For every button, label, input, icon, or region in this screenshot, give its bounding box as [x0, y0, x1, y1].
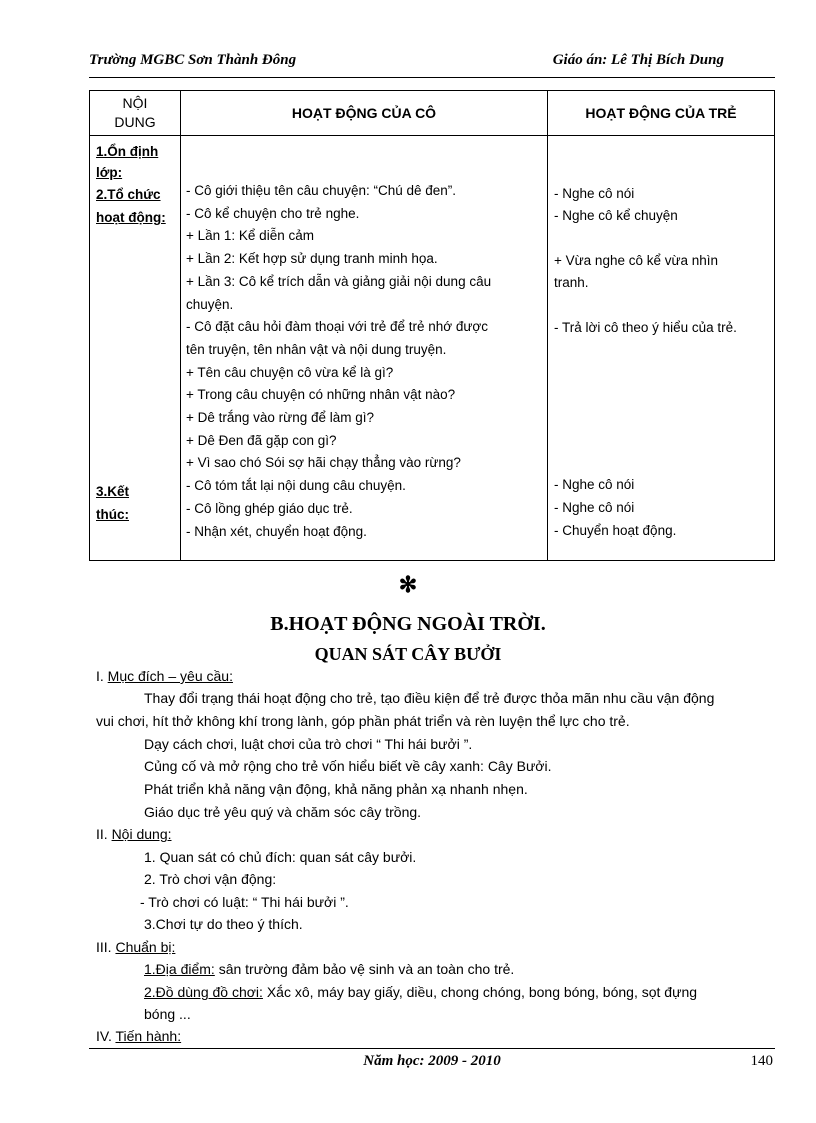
table-header-row: [90, 91, 775, 136]
content-line: - Trò chơi có luật: “ Thi hái bưởi ”.: [140, 894, 349, 910]
school-year: Năm học: 2009 - 2010: [363, 1053, 501, 1069]
paragraph: Thay đổi trạng thái hoạt động cho trẻ, tạo điều kiện để trẻ được thỏa mãn nhu cầu vận động: [144, 690, 715, 706]
paragraph: Củng cố và mở rộng cho trẻ vốn hiểu biết về cây xanh: Cây Bưởi.: [144, 758, 552, 774]
section-1-label-a: 1.Ổn định: [96, 144, 159, 159]
paragraph: Giáo dục trẻ yêu quý và chăm sóc cây trồng.: [144, 804, 422, 820]
teacher-line: - Nhận xét, chuyển hoạt động.: [186, 523, 367, 539]
heading-preparation: III. Chuẩn bị:: [96, 939, 176, 955]
header-child-activity: HOẠT ĐỘNG CỦA TRẺ: [548, 91, 775, 136]
teacher-line: - Cô giới thiệu tên câu chuyện: “Chú dê đen”.: [186, 183, 457, 198]
teacher-line: + Trong câu chuyện có những nhân vật nào?: [186, 387, 456, 403]
content-column: [90, 136, 181, 561]
section-2-label-b: hoạt động:: [96, 210, 166, 225]
teacher-line: chuyện.: [186, 296, 234, 312]
child-item: - Nghe cô nói: [554, 500, 635, 515]
header-content-line1: NỘI: [122, 95, 148, 111]
paragraph: vui chơi, hít thở không khí trong lành, góp phần phát triển và rèn luyện thể lực cho trẻ.: [96, 713, 630, 729]
preparation-materials-cont: bóng ...: [144, 1006, 191, 1022]
teacher-line: + Dê Đen đã gặp con gì?: [186, 432, 337, 448]
content-line: 3.Chơi tự do theo ý thích.: [144, 916, 303, 932]
teacher-activity-column: [181, 136, 548, 561]
teacher-line: - Cô kể chuyện cho trẻ nghe.: [186, 205, 360, 221]
teacher-name: Giáo án: Lê Thị Bích Dung: [552, 52, 724, 68]
preparation-location: 1.Địa điểm: sân trường đảm bảo vệ sinh và an toàn cho trẻ.: [144, 961, 515, 977]
teacher-line: + Tên câu chuyện cô vừa kể là gì?: [186, 364, 394, 380]
teacher-line: - Cô lồng ghép giáo dục trẻ.: [186, 500, 353, 516]
child-item: - Nghe cô kể chuyện: [554, 208, 678, 223]
child-activity-column: [548, 136, 775, 561]
heading-purpose: I. Mục đích – yêu cầu:: [96, 668, 233, 684]
teacher-line: + Lần 1: Kể diễn cảm: [186, 228, 314, 244]
teacher-line: + Lần 3: Cô kể trích dẫn và giảng giải nội dung câu: [186, 273, 492, 289]
header-divider: [89, 77, 775, 78]
heading-content: II. Nội dung:: [96, 826, 172, 842]
page-number: 140: [750, 1053, 773, 1069]
lesson-plan-table: [89, 90, 775, 561]
child-item: tranh.: [554, 275, 589, 290]
teacher-line: tên truyện, tên nhân vật và nội dung truyện.: [186, 341, 447, 357]
teacher-line: + Lần 2: Kết hợp sử dụng tranh minh họa.: [186, 251, 438, 267]
teacher-line: + Dê trắng vào rừng để làm gì?: [186, 410, 375, 426]
section-1-label-b: lớp:: [96, 165, 123, 180]
preparation-materials: 2.Đồ dùng đồ chơi: Xắc xô, máy bay giấy, diều, chong chóng, bong bóng, bóng, sọt đựng: [144, 984, 698, 1000]
footer-divider: [89, 1048, 775, 1049]
child-item: - Nghe cô nói: [554, 477, 635, 492]
header-content-line2: DUNG: [114, 114, 156, 130]
asterisk-separator-icon: ✻: [398, 572, 418, 597]
child-item: - Chuyển hoạt động.: [554, 523, 677, 538]
header-teacher-activity: HOẠT ĐỘNG CỦA CÔ: [181, 91, 548, 136]
teacher-line: - Cô tóm tắt lại nội dung câu chuyện.: [186, 478, 406, 494]
heading-procedure: IV. Tiến hành:: [96, 1028, 182, 1044]
teacher-line: - Cô đặt câu hỏi đàm thoại với trẻ để trẻ nhớ được: [186, 319, 488, 335]
school-name: Trường MGBC Sơn Thành Đông: [89, 52, 297, 68]
section-subtitle: QUAN SÁT CÂY BƯỞI: [314, 644, 502, 664]
child-item: - Trả lời cô theo ý hiểu của trẻ.: [554, 320, 737, 335]
paragraph: Phát triển khả năng vận động, khả năng phản xạ nhanh nhẹn.: [144, 781, 528, 797]
header-content: [90, 91, 181, 136]
child-item: - Nghe cô nói: [554, 186, 635, 201]
section-3-label-b: thúc:: [96, 507, 129, 522]
content-line: 1. Quan sát có chủ đích: quan sát cây bưởi.: [144, 849, 417, 865]
page-header: [89, 52, 727, 76]
teacher-activity-lines: [186, 180, 543, 543]
section-2-label-a: 2.Tổ chức: [96, 187, 161, 202]
child-item: + Vừa nghe cô kể vừa nhìn: [554, 253, 719, 268]
teacher-line: + Vì sao chó Sói sợ hãi chạy thẳng vào rừng?: [186, 455, 461, 471]
paragraph: Dạy cách chơi, luật chơi của trò chơi “ Thi hái bưởi ”.: [144, 736, 473, 752]
table-body-row: [90, 136, 775, 561]
section-3-label-a: 3.Kết: [96, 484, 130, 499]
section-title: B.HOẠT ĐỘNG NGOÀI TRỜI.: [270, 613, 546, 635]
content-line: 2. Trò chơi vận động:: [144, 871, 277, 887]
